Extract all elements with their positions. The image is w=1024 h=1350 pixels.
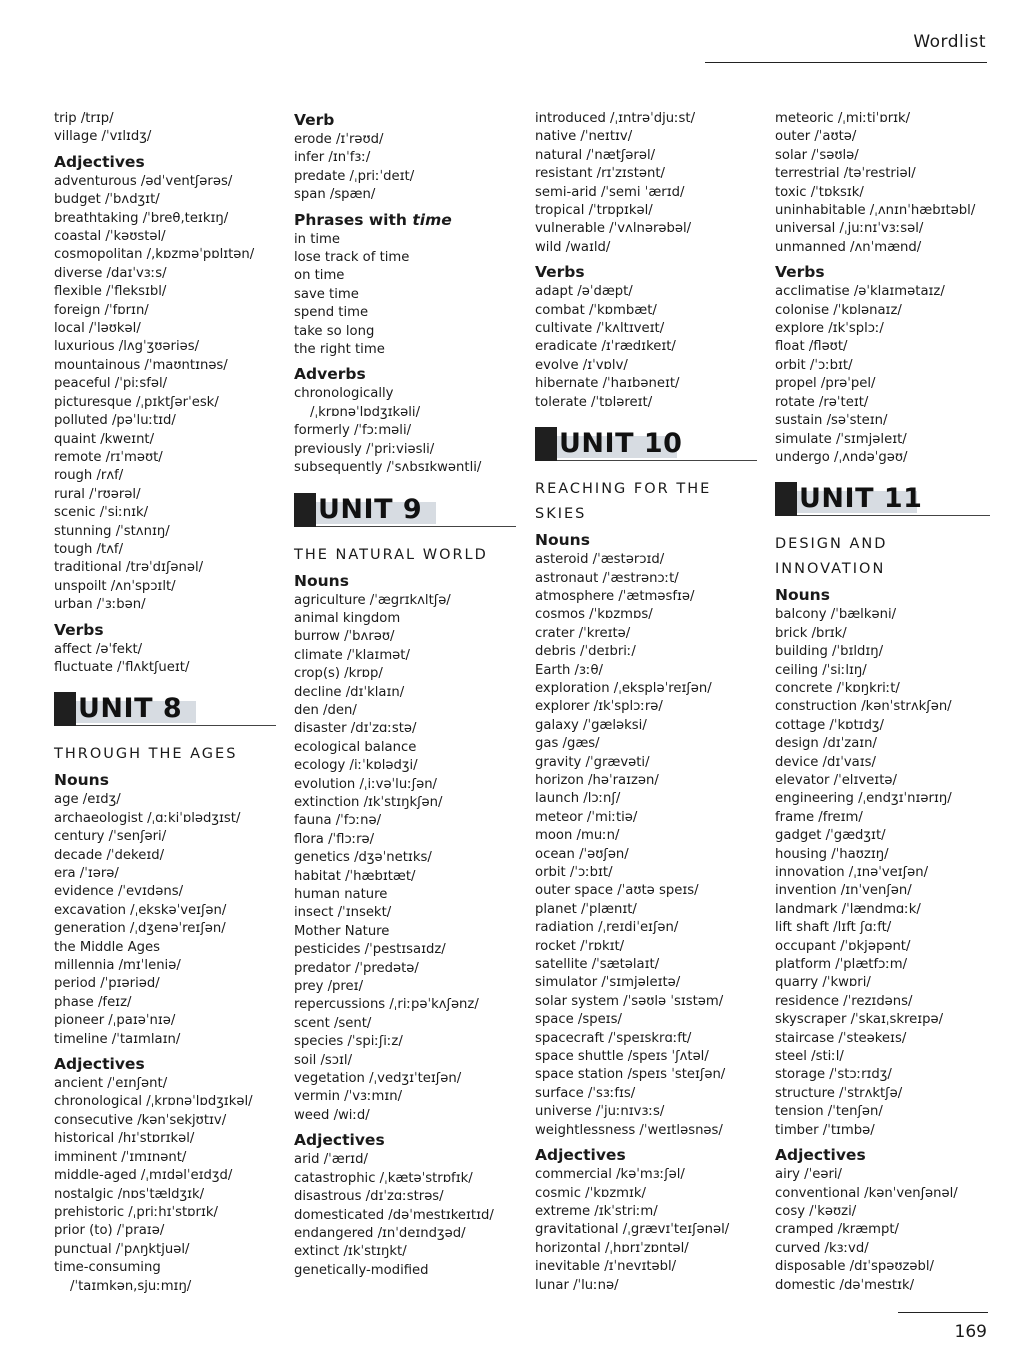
page-number: 169 — [954, 1322, 987, 1342]
word-entry: space shuttle /speɪs ˈʃʌtəl/ — [535, 1049, 709, 1065]
word-entry: soil /sɔɪl/ — [294, 1052, 353, 1068]
word-entry: evidence /ˈevɪdəns/ — [54, 884, 184, 900]
word-entry: disaster /dɪˈzɑːstə/ — [294, 721, 417, 737]
section-heading — [294, 571, 526, 592]
word-entry: orbit /ˈɔːbɪt/ — [535, 865, 613, 880]
word-entry: rocket /ˈrɒkɪt/ — [535, 938, 625, 954]
word-entry: scent /sent/ — [294, 1015, 372, 1031]
unit-title: THE NATURAL WORLD — [294, 546, 488, 563]
unit-banner — [775, 479, 1000, 523]
word-entry: staircase /ˈsteəkeɪs/ — [775, 1030, 907, 1046]
word-entry: quaint /kweɪnt/ — [54, 431, 155, 447]
word-entry: ecological balance — [294, 739, 417, 755]
word-entry: predator /ˈpredətə/ — [294, 960, 419, 976]
word-entry: pioneer /ˌpaɪəˈnɪə/ — [54, 1013, 176, 1029]
word-entry: asteroid /ˈæstərɔɪd/ — [535, 552, 665, 568]
word-entry: trip /trɪp/ — [54, 111, 114, 126]
section-heading-text: Nouns — [294, 571, 349, 590]
word-entry: Earth /ɜːθ/ — [535, 662, 603, 678]
word-entry: tough /tʌf/ — [54, 541, 124, 557]
word-entry-continuation: /ˈtaɪmkən,sjuːmɪŋ/ — [70, 1278, 192, 1294]
word-entry-continuation: /ˌkrɒnəˈlɒdʒɪkəli/ — [310, 404, 421, 420]
section-heading — [775, 262, 1000, 283]
word-entry: time-consuming — [54, 1260, 161, 1276]
word-entry: residence /ˈrezɪdəns/ — [775, 993, 913, 1009]
word-entry: tropical /ˈtrɒpɪkəl/ — [535, 203, 653, 219]
wordlist-column-1 — [54, 110, 286, 1296]
word-entry: solar system /ˈsəʊlə ˈsɪstəm/ — [535, 993, 724, 1009]
word-entry: evolution /ˌiːvəˈluːʃən/ — [294, 776, 437, 792]
word-entry: cosmopolitan /,kɒzməˈpɒlɪtən/ — [54, 247, 255, 263]
word-entry: radiation /ˌreɪdiˈeɪʃən/ — [535, 920, 679, 936]
word-entry: picturesque /ˌpɪktʃərˈesk/ — [54, 394, 219, 410]
word-entry: cosy /ˈkəʊzi/ — [775, 1203, 857, 1219]
word-entry: storage /ˈstɔːrɪdʒ/ — [775, 1067, 892, 1083]
word-entry: the Middle Ages — [54, 939, 160, 955]
word-entry: decline /dɪˈklaɪn/ — [294, 684, 405, 700]
word-entry: disastrous /dɪˈzɑːstrəs/ — [294, 1189, 444, 1205]
section-heading-text: Verb — [294, 111, 335, 129]
section-heading — [775, 585, 1000, 606]
word-entry: landmark /ˈlændmɑːk/ — [775, 901, 921, 917]
section-heading-text: Adjectives — [535, 1146, 626, 1165]
word-entry: vulnerable /ˈvʌlnərəbəl/ — [535, 221, 692, 237]
word-entry: the right time — [294, 342, 385, 358]
word-entry: mountainous /ˈmaʊntɪnəs/ — [54, 357, 228, 373]
word-entry: outer space /ˈaʊtə speɪs/ — [535, 883, 699, 899]
word-entry: flexible /ˈfleksɪbl/ — [54, 284, 167, 300]
word-entry: period /ˈpɪəriəd/ — [54, 976, 160, 992]
section-heading-text: Adverbs — [294, 365, 366, 384]
word-entry: timeline /ˈtaɪmlaɪn/ — [54, 1031, 181, 1047]
word-entry: surface /ˈsɜːfɪs/ — [535, 1085, 636, 1101]
word-entry: predate /ˌpriːˈdeɪt/ — [294, 168, 415, 184]
word-entry: introduced /ˌɪntrəˈdjuːst/ — [535, 111, 696, 126]
word-entry: unspoilt /ʌnˈspɔɪlt/ — [54, 578, 176, 594]
word-entry: budget /ˈbʌdʒɪt/ — [54, 192, 160, 208]
word-entry: rough /rʌf/ — [54, 468, 124, 484]
unit-banner-rule — [76, 725, 276, 726]
word-entry: resistant /rɪˈzɪstənt/ — [535, 166, 665, 182]
word-entry: simulator /ˈsɪmjəleɪtə/ — [535, 975, 681, 991]
section-heading-text: Verbs — [535, 263, 585, 282]
word-entry: horizontal /ˌhɒrɪˈzɒntəl/ — [535, 1240, 689, 1256]
word-entry: cosmos /ˈkɒzmɒs/ — [535, 607, 653, 623]
word-entry: universe /ˈjuːnɪvɜːs/ — [535, 1104, 665, 1120]
section-heading-text: Nouns — [54, 771, 109, 790]
word-entry: coastal /ˈkəʊstəl/ — [54, 229, 166, 245]
word-entry: natural /ˈnætʃərəl/ — [535, 147, 656, 163]
word-entry: species /ˈspiːʃiːz/ — [294, 1034, 403, 1050]
wordlist-column-3 — [535, 110, 767, 1295]
word-entry: foreign /ˈfɒrɪn/ — [54, 302, 149, 318]
word-entry: eradicate /ɪˈrædɪkeɪt/ — [535, 339, 676, 355]
word-entry: universal /ˌjuːnɪˈvɜːsəl/ — [775, 221, 924, 237]
word-entry: unmanned /ʌnˈmænd/ — [775, 239, 922, 255]
word-entry: housing /ˈhaʊzɪŋ/ — [775, 846, 889, 862]
word-entry: fauna /ˈfɔːnə/ — [294, 813, 382, 829]
word-entry: galaxy /ˈgæləksi/ — [535, 717, 647, 733]
word-entry: meteor /ˈmiːtiə/ — [535, 809, 638, 825]
word-entry: domesticated /dəˈmestɪkeɪtɪd/ — [294, 1207, 494, 1223]
word-entry: skyscraper /ˈskaɪˌskreɪpə/ — [775, 1012, 944, 1028]
word-entry: moon /muːn/ — [535, 828, 620, 844]
word-entry: habitat /ˈhæbɪtæt/ — [294, 868, 416, 884]
word-entry: nostalgic /nɒsˈtældʒɪk/ — [54, 1186, 205, 1202]
unit-heading: UNIT 10 — [559, 428, 683, 460]
word-entry: curved /kɜːvd/ — [775, 1240, 869, 1256]
word-entry: native /ˈneɪtɪv/ — [535, 129, 633, 145]
word-entry: infer /ɪnˈfɜː/ — [294, 150, 371, 166]
word-entry: combat /ˈkɒmbæt/ — [535, 302, 657, 318]
word-entry: phase /feɪz/ — [54, 994, 132, 1010]
word-entry: gravity /ˈgrævəti/ — [535, 754, 650, 770]
word-entry: structure /ˈstrʌktʃə/ — [775, 1085, 903, 1101]
word-entry: breathtaking /ˈbreθ,teɪkɪŋ/ — [54, 210, 229, 226]
section-heading — [535, 1145, 767, 1166]
word-entry: invention /ɪnˈvenʃən/ — [775, 883, 912, 899]
word-entry: propel /prəˈpel/ — [775, 376, 876, 392]
section-heading — [775, 1145, 1000, 1166]
word-entry: crop(s) /krɒp/ — [294, 666, 383, 682]
word-entry: formerly /ˈfɔːməli/ — [294, 423, 412, 439]
word-entry: explorer /ɪkˈsplɔːrə/ — [535, 699, 663, 715]
word-entry: endangered /ɪnˈdeɪndʒəd/ — [294, 1225, 466, 1241]
word-entry: rotate /rəˈteɪt/ — [775, 394, 869, 410]
word-entry: space station /speɪs ˈsteɪʃən/ — [535, 1067, 726, 1083]
section-heading — [294, 210, 526, 231]
word-entry: adventurous /ədˈventʃərəs/ — [54, 173, 233, 189]
word-entry: remote /rɪˈməʊt/ — [54, 449, 163, 465]
unit-heading: UNIT 11 — [799, 483, 923, 515]
word-entry: exploration /ˌekspləˈreɪʃən/ — [535, 680, 712, 696]
word-entry: extreme /ɪkˈstriːm/ — [535, 1203, 658, 1219]
word-entry: age /eɪdʒ/ — [54, 792, 121, 808]
word-entry: arid /ˈærɪd/ — [294, 1152, 368, 1168]
word-entry: Mother Nature — [294, 923, 390, 939]
word-entry: generation /ˌdʒenəˈreɪʃən/ — [54, 921, 226, 937]
section-heading — [535, 262, 767, 283]
unit-title: INNOVATION — [775, 561, 886, 578]
word-entry: decade /ˈdekeɪd/ — [54, 847, 165, 863]
section-heading — [294, 1130, 526, 1151]
word-entry: repercussions /ˌriːpəˈkʌʃənz/ — [294, 997, 479, 1013]
unit-banner-rule — [316, 526, 516, 527]
unit-heading: UNIT 8 — [78, 693, 183, 725]
section-heading — [54, 620, 286, 641]
word-entry: imminent /ˈɪmɪnənt/ — [54, 1149, 187, 1165]
word-entry: spacecraft /ˈspeɪskrɑːft/ — [535, 1030, 692, 1046]
word-entry: traditional /trəˈdɪʃənəl/ — [54, 560, 204, 576]
word-entry: debris /ˈdeɪbriː/ — [535, 644, 636, 660]
word-entry: platform /ˈplætfɔːm/ — [775, 957, 908, 973]
unit-title: DESIGN AND — [775, 536, 888, 553]
page-title: Wordlist — [913, 32, 986, 52]
word-entry: den /den/ — [294, 702, 357, 718]
unit-banner-block — [775, 482, 797, 516]
word-entry: take so long — [294, 323, 375, 339]
word-entry: semi-arid /ˈsemi ˈærɪd/ — [535, 184, 685, 200]
word-entry: stunning /ˈstʌnɪŋ/ — [54, 523, 170, 539]
word-entry: village /ˈvɪlɪdʒ/ — [54, 129, 152, 145]
word-entry: brick /brɪk/ — [775, 625, 847, 641]
word-entry: gadget /ˈgædʒɪt/ — [775, 828, 886, 844]
word-entry: urban /ˈɜːbən/ — [54, 597, 146, 613]
word-entry: prey /preɪ/ — [294, 979, 364, 995]
word-entry: concrete /ˈkɒŋkriːt/ — [775, 680, 900, 696]
word-entry: chronologically — [294, 386, 394, 402]
section-heading-text: Nouns — [535, 531, 590, 550]
word-entry: ancient /ˈeɪnʃənt/ — [54, 1076, 168, 1092]
word-entry: adapt /əˈdæpt/ — [535, 284, 633, 300]
word-entry: vermin /ˈvɜːmɪn/ — [294, 1089, 403, 1105]
header-rule — [705, 62, 987, 63]
word-entry: weed /wiːd/ — [294, 1107, 370, 1123]
section-heading — [54, 152, 286, 173]
word-entry: pesticides /ˈpestɪsaɪdz/ — [294, 942, 446, 958]
word-entry: inevitable /ɪˈnevɪtəbl/ — [535, 1259, 677, 1275]
word-entry: explore /ɪkˈsplɔː/ — [775, 321, 884, 337]
section-heading-text: Nouns — [775, 586, 830, 605]
word-entry: space /speɪs/ — [535, 1012, 622, 1028]
word-entry: orbit /ˈɔːbɪt/ — [775, 357, 853, 373]
word-entry: diverse /daɪˈvɜːs/ — [54, 265, 167, 281]
word-entry: burrow /ˈbʌrəʊ/ — [294, 629, 395, 645]
word-entry: quarry /ˈkwɒri/ — [775, 975, 871, 991]
word-entry: lose track of time — [294, 250, 410, 266]
word-entry: undergo /ˌʌndəˈgəʊ/ — [775, 449, 908, 465]
word-entry: engineering /ˌendʒɪˈnɪərɪŋ/ — [775, 791, 952, 807]
word-entry: flora /ˈflɔːrə/ — [294, 831, 375, 847]
word-entry: extinct /ɪkˈstɪŋkt/ — [294, 1244, 407, 1260]
word-entry: horizon /həˈraɪzən/ — [535, 772, 659, 788]
word-entry: crater /ˈkreɪtə/ — [535, 625, 631, 641]
word-entry: in time — [294, 231, 341, 247]
word-entry: astronaut /ˈæstrənɔːt/ — [535, 570, 679, 586]
unit-title: REACHING FOR THE — [535, 481, 712, 498]
section-heading-text: Phrases with — [294, 210, 413, 229]
word-entry: domestic /dəˈmestɪk/ — [775, 1277, 915, 1293]
word-entry: airy /ˈeəri/ — [775, 1167, 842, 1183]
section-heading-text: Adjectives — [775, 1146, 866, 1165]
word-entry: simulate /ˈsɪmjəleɪt/ — [775, 431, 907, 447]
unit-banner — [54, 689, 286, 733]
word-entry: acclimatise /əˈklaɪmətaɪz/ — [775, 284, 945, 300]
word-entry: atmosphere /ˈætməsfɪə/ — [535, 588, 695, 604]
word-entry: terrestrial /təˈrestriəl/ — [775, 166, 916, 182]
word-entry: ceiling /ˈsiːlɪŋ/ — [775, 662, 867, 678]
word-entry: launch /lɔːnʃ/ — [535, 791, 621, 807]
word-entry: sustain /səˈsteɪn/ — [775, 413, 888, 429]
word-entry: century /ˈsenʃəri/ — [54, 829, 167, 845]
section-heading-text: Adjectives — [54, 1055, 145, 1074]
word-entry: historical /hɪˈstɒrɪkəl/ — [54, 1131, 195, 1147]
word-entry: affect /əˈfekt/ — [54, 641, 143, 657]
word-entry: peaceful /ˈpiːsfəl/ — [54, 376, 168, 392]
word-entry: uninhabitable /ˌʌnɪnˈhæbɪtəbl/ — [775, 203, 976, 219]
word-entry: cottage /ˈkɒtɪdʒ/ — [775, 717, 884, 733]
section-heading-text: Adjectives — [54, 152, 145, 171]
word-entry: genetically-modified — [294, 1262, 429, 1278]
section-heading — [54, 770, 286, 791]
unit-banner-block — [54, 692, 76, 726]
word-entry: construction /kənˈstrʌkʃən/ — [775, 699, 952, 715]
word-entry: design /dɪˈzaɪn/ — [775, 736, 877, 752]
word-entry: ecology /iːˈkɒlədʒi/ — [294, 758, 418, 774]
word-entry: evolve /ɪˈvɒlv/ — [535, 357, 628, 373]
word-entry: solar /ˈsəʊlə/ — [775, 147, 859, 163]
word-entry: frame /freɪm/ — [775, 809, 863, 825]
word-entry: extinction /ɪkˈstɪŋkʃən/ — [294, 794, 443, 810]
word-entry: innovation /ˌɪnəˈveɪʃən/ — [775, 865, 929, 880]
unit-banner-rule — [557, 460, 757, 461]
word-entry: luxurious /lʌgˈʒʊəriəs/ — [54, 339, 200, 355]
section-heading — [535, 530, 767, 551]
word-entry: weightlessness /ˈweɪtləsnəs/ — [535, 1122, 723, 1138]
word-entry: lift shaft /lɪft ʃɑːft/ — [775, 920, 892, 936]
unit-banner-rule — [797, 515, 990, 516]
word-entry: climate /ˈklaɪmət/ — [294, 647, 410, 663]
word-entry: prior (to) /ˈpraɪə/ — [54, 1223, 165, 1239]
wordlist-column-4 — [775, 110, 1000, 1295]
word-entry: ocean /ˈəʊʃən/ — [535, 846, 629, 862]
word-entry: cosmic /ˈkɒzmɪk/ — [535, 1185, 646, 1201]
word-entry: cultivate /ˈkʌltɪveɪt/ — [535, 321, 665, 337]
word-entry: toxic /ˈtɒksɪk/ — [775, 184, 864, 200]
word-entry: disposable /dɪˈspəʊzəbl/ — [775, 1259, 934, 1275]
footer-rule — [898, 1312, 988, 1313]
word-entry: tension /ˈtenʃən/ — [775, 1104, 883, 1120]
word-entry: spend time — [294, 305, 369, 321]
word-entry: device /dɪˈvaɪs/ — [775, 754, 876, 770]
word-entry: millennia /mɪˈleniə/ — [54, 958, 181, 974]
section-heading — [54, 1054, 286, 1075]
word-entry: occupant /ˈɒkjəpənt/ — [775, 938, 911, 954]
word-entry: lunar /ˈluːnə/ — [535, 1277, 619, 1293]
word-entry: local /ˈləʊkəl/ — [54, 321, 141, 337]
section-heading-text: Adjectives — [294, 1131, 385, 1150]
word-entry: span /spæn/ — [294, 187, 376, 203]
word-entry: prehistoric /ˌpriːhɪˈstɒrɪk/ — [54, 1204, 218, 1220]
word-entry: cramped /kræmpt/ — [775, 1222, 899, 1238]
word-entry: hibernate /ˈhaɪbəneɪt/ — [535, 376, 680, 392]
word-entry: punctual /ˈpʌŋktjuəl/ — [54, 1241, 190, 1257]
word-entry: commercial /kəˈmɜːʃəl/ — [535, 1167, 685, 1183]
unit-banner-block — [294, 493, 316, 527]
word-entry: catastrophic /ˌkætəˈstrɒfɪk/ — [294, 1170, 473, 1186]
word-entry: conventional /kənˈvenʃənəl/ — [775, 1185, 958, 1201]
word-entry: tolerate /ˈtɒləreɪt/ — [535, 394, 653, 410]
word-entry: colonise /ˈkɒlənaɪz/ — [775, 302, 902, 318]
word-entry: balcony /ˈbælkəni/ — [775, 607, 897, 623]
wordlist-column-2 — [294, 110, 526, 1280]
unit-banner — [294, 490, 526, 534]
word-entry: wild /waɪld/ — [535, 239, 611, 255]
word-entry: meteoric /ˌmiːtiˈɒrɪk/ — [775, 111, 911, 126]
word-entry: timber /ˈtɪmbə/ — [775, 1122, 875, 1138]
word-entry: excavation /ˌekskəˈveɪʃən/ — [54, 902, 227, 918]
word-entry: consecutive /kənˈsekjʊtɪv/ — [54, 1112, 227, 1128]
word-entry: gas /gæs/ — [535, 736, 600, 752]
word-entry: float /fləʊt/ — [775, 339, 848, 355]
word-entry: save time — [294, 286, 359, 302]
word-entry: planet /ˈplænɪt/ — [535, 901, 637, 917]
section-heading — [294, 364, 526, 385]
word-entry: scenic /ˈsiːnɪk/ — [54, 505, 149, 521]
unit-banner — [535, 424, 767, 468]
word-entry: chronological /ˌkrɒnəˈlɒdʒɪkəl/ — [54, 1094, 253, 1110]
word-entry: outer /ˈaʊtə/ — [775, 129, 857, 145]
section-heading — [294, 110, 526, 131]
word-entry: middle-aged /ˌmɪdəlˈeɪdʒd/ — [54, 1168, 233, 1184]
word-entry: genetics /dʒəˈnetɪks/ — [294, 850, 432, 866]
unit-title: SKIES — [535, 506, 587, 523]
word-entry: elevator /ˈelɪveɪtə/ — [775, 772, 897, 788]
section-heading-text: Verbs — [54, 620, 104, 639]
word-entry: previously /ˈpriːviəsli/ — [294, 441, 435, 457]
word-entry: rural /ˈrʊərəl/ — [54, 486, 141, 502]
word-entry: erode /ɪˈrəʊd/ — [294, 132, 384, 147]
word-entry: animal kingdom — [294, 610, 401, 626]
word-entry: on time — [294, 268, 345, 284]
word-entry: satellite /ˈsætəlaɪt/ — [535, 957, 660, 973]
word-entry: polluted /pəˈluːtɪd/ — [54, 413, 176, 429]
unit-heading: UNIT 9 — [318, 493, 423, 525]
word-entry: era /ˈɪərə/ — [54, 866, 119, 881]
word-entry: gravitational /ˌgrævɪˈteɪʃənəl/ — [535, 1222, 730, 1238]
word-entry: fluctuate /ˈflʌktʃueɪt/ — [54, 659, 190, 675]
word-entry: building /ˈbɪldɪŋ/ — [775, 644, 884, 660]
section-heading-italic: time — [412, 210, 452, 229]
word-entry: human nature — [294, 887, 388, 902]
word-entry: agriculture /ˈægrɪkʌltʃə/ — [294, 592, 451, 608]
word-entry: archaeologist /ˌɑːkiˈɒlədʒɪst/ — [54, 810, 241, 826]
word-entry: steel /stiːl/ — [775, 1049, 844, 1065]
word-entry: insect /ˈɪnsekt/ — [294, 905, 392, 921]
unit-title: THROUGH THE AGES — [54, 746, 238, 763]
section-heading-text: Verbs — [775, 263, 825, 282]
word-entry: subsequently /ˈsʌbsɪkwəntli/ — [294, 460, 482, 476]
word-entry: vegetation /ˌvedʒɪˈteɪʃən/ — [294, 1071, 462, 1087]
unit-banner-block — [535, 427, 557, 461]
